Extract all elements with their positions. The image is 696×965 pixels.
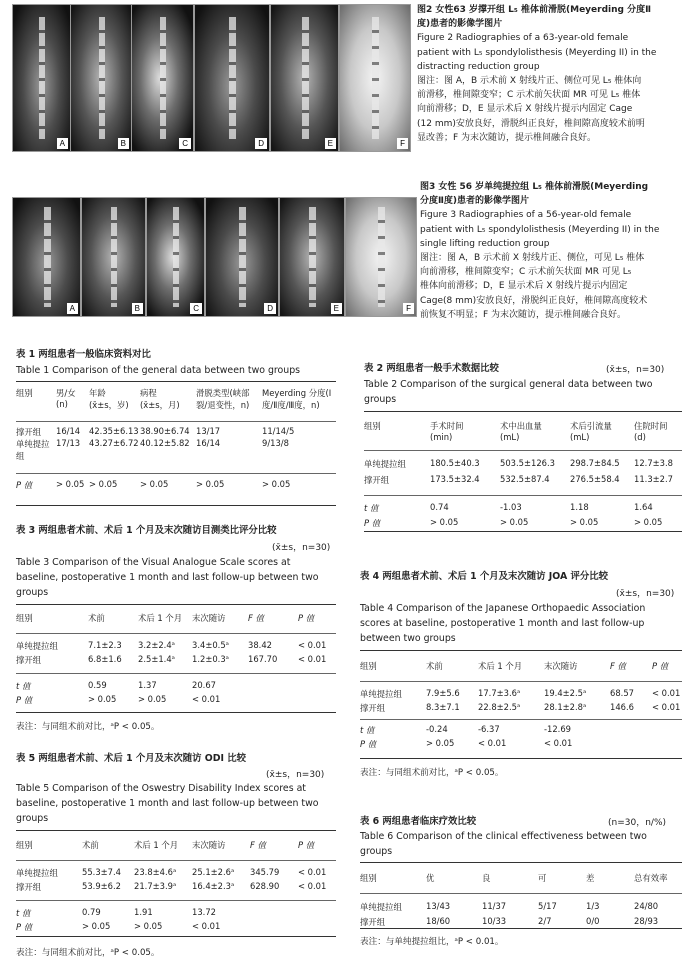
cell: 单纯提拉组 (16, 867, 58, 878)
table-row (16, 652, 336, 666)
header-cell: F 值 (250, 840, 266, 850)
header-cell: 组别 (16, 388, 33, 398)
table-bottom-rule (16, 505, 336, 506)
panel-label: A (57, 138, 68, 149)
panel-label: E (331, 303, 342, 314)
table-title-en: groups (360, 846, 393, 857)
fig2-panel-c (131, 4, 194, 152)
table-header-row (16, 612, 336, 624)
cell: > 0.05 (500, 517, 529, 527)
caption-title-zh: 分度Ⅱ度)患者的影像学图片 (420, 196, 530, 207)
cell: t 值 (16, 681, 31, 691)
cell: > 0.05 (56, 479, 85, 489)
table-top-rule (16, 830, 336, 831)
cell (248, 692, 298, 706)
cell: -1.03 (500, 502, 522, 512)
cell: 0/0 (586, 915, 600, 926)
cell: > 0.05 (570, 517, 599, 527)
cell: -6.37 (478, 724, 500, 734)
table-row (360, 681, 682, 700)
cell: 22.8±2.5ᵃ (478, 701, 521, 712)
table-title-en: Table 5 Comparison of the Oswestry Disability Index scores at (16, 783, 306, 794)
fig2-panel-a (12, 4, 71, 152)
cell: 撑开组 (360, 702, 386, 713)
cell (250, 901, 298, 920)
cell: 16/14 (196, 437, 221, 448)
t-value-row (16, 674, 336, 693)
caption-note: (12 mm)安放良好，滑脱纠正良好，椎间隙高度较术前明 (417, 118, 645, 129)
cell: 2/7 (538, 915, 552, 926)
caption-title-en: Figure 2 Radiographies of a 63-year-old female (417, 33, 629, 44)
cell: > 0.05 (634, 517, 663, 527)
header-cell: 总有效率 (634, 873, 668, 883)
table-header-row (360, 872, 682, 884)
table-unit: (x̄±s，n=30) (266, 770, 325, 780)
table-title-en: Table 4 Comparison of the Japanese Orthopaedic Association (360, 603, 646, 614)
cell: 13.72 (192, 907, 216, 917)
header-cell: Meyerding 分度(Ⅰ 度/Ⅱ度/Ⅲ度，n) (262, 388, 332, 410)
cell: 11/14/5 (262, 425, 295, 436)
fig3-panel-a (12, 197, 81, 317)
header-cell: 术中出血量 (mL) (500, 421, 542, 442)
table-bottom-rule (364, 531, 682, 532)
cell: > 0.05 (138, 694, 167, 704)
cell: 38.42 (248, 639, 272, 650)
header-cell: 差 (586, 873, 595, 883)
cell: 345.79 (250, 866, 280, 877)
table-header-row (364, 420, 682, 442)
fig3-panel-f (345, 197, 417, 317)
cell (610, 720, 652, 737)
cell: < 0.01 (298, 866, 327, 877)
cell: 55.3±7.4 (82, 866, 121, 877)
cell: 5/17 (538, 900, 557, 911)
table-unit: (x̄±s，n=30) (616, 589, 675, 599)
cell: 1.37 (138, 680, 157, 690)
cell: 单纯提拉组 (364, 458, 406, 469)
table-bottom-rule (16, 712, 336, 713)
fig2-panel-f (339, 4, 411, 152)
cell: 21.7±3.9ᵃ (134, 880, 177, 891)
header-cell: 术后 1 个月 (134, 840, 179, 850)
header-cell: 年龄 (x̄±s，岁) (89, 388, 129, 410)
cell: 单纯提拉组 (360, 901, 402, 912)
cell: 25.1±2.6ᵃ (192, 866, 235, 877)
caption-title-zh: 图3 女性 56 岁单纯提拉组 L₅ 椎体前滑脱(Meyerding (420, 182, 649, 192)
cell: < 0.01 (652, 701, 681, 712)
p-value-row (16, 919, 336, 933)
table-top-rule (360, 862, 682, 863)
panel-label: D (264, 303, 276, 314)
table-header-row (16, 839, 336, 851)
caption-note: 图注：图 A，B 示术前 X 射线片正、侧位可见 L₅ 椎体向 (417, 76, 642, 87)
header-cell: 男/女 (n) (56, 388, 76, 409)
header-cell: 术前 (88, 613, 105, 623)
cell: > 0.05 (196, 479, 225, 489)
cell: 撑开组 (360, 916, 386, 927)
cell: 38.90±6.74 (140, 425, 190, 436)
panel-label: E (325, 138, 336, 149)
cell (652, 736, 682, 750)
t-value-row (16, 901, 336, 920)
p-value-row (364, 514, 682, 529)
table-header-row (16, 387, 336, 411)
cell: < 0.01 (652, 687, 681, 698)
cell: P 值 (364, 518, 381, 528)
p-value-row (16, 692, 336, 706)
cell: 1.64 (634, 502, 653, 512)
header-cell: 术后引流量 (mL) (570, 421, 612, 442)
cell: 298.7±84.5 (570, 457, 620, 468)
caption-note: 椎体向前滑移；D，E 显示术后 X 射线片提示内固定 (420, 281, 628, 292)
header-cell: 病程 (x̄±s，月) (140, 388, 180, 410)
cell: 20.67 (192, 680, 216, 690)
cell: 167.70 (248, 653, 278, 664)
cell (250, 919, 298, 933)
cell: 撑开组 (16, 881, 42, 892)
cell: 11.3±2.7 (634, 473, 673, 484)
p-value-row (360, 736, 682, 750)
cell: 3.4±0.5ᵃ (192, 639, 229, 650)
table-top-rule (16, 381, 336, 382)
cell: < 0.01 (192, 921, 221, 931)
cell: < 0.01 (192, 694, 221, 704)
cell: 6.8±1.6 (88, 653, 122, 664)
table-title-en: baseline, postoperative 1 month and last follow-up between two (16, 798, 319, 809)
cell: -0.24 (426, 724, 448, 734)
header-cell: 术前 (426, 661, 443, 671)
cell: > 0.05 (82, 921, 111, 931)
caption-note: 前恢复不明显；F 为末次随访，提示椎间融合良好。 (420, 309, 627, 320)
table-note: 表注：与单纯提拉组比，ᵃP < 0.01。 (360, 937, 504, 947)
cell: P 值 (16, 922, 33, 932)
cell: 0.79 (82, 907, 101, 917)
panel-label: C (179, 138, 191, 149)
cell: 42.35±6.13 (89, 425, 139, 436)
table-bottom-rule (16, 936, 336, 937)
table-row (360, 913, 682, 928)
cell: 40.12±5.82 (140, 437, 190, 448)
caption-note: 图注：图 A，B 示术前 X 射线片正、侧位，可见 L₅ 椎体 (420, 253, 645, 264)
header-cell: 术前 (82, 840, 99, 850)
table-4-grid (360, 660, 682, 750)
cell: 3.2±2.4ᵃ (138, 639, 175, 650)
header-cell: P 值 (298, 840, 315, 850)
table-row (16, 633, 336, 652)
cell (298, 674, 336, 693)
cell: 8.3±7.1 (426, 701, 460, 712)
table-title-en: Table 3 Comparison of the Visual Analogue Scale scores at (16, 557, 291, 568)
table-title-zh: 表 5 两组患者术前、术后 1 个月及末次随访 ODI 比较 (16, 753, 246, 764)
cell: 11/37 (482, 900, 507, 911)
header-cell: 末次随访 (192, 613, 226, 623)
cell: 43.27±6.72 (89, 437, 139, 448)
header-cell: 组别 (16, 613, 33, 623)
cell: > 0.05 (426, 738, 455, 748)
panel-label: F (397, 138, 408, 149)
panel-label: D (255, 138, 267, 149)
table-header-row (360, 660, 682, 672)
header-cell: P 值 (652, 661, 669, 671)
t-value-row (360, 720, 682, 737)
cell: 146.6 (610, 701, 634, 712)
cell: 180.5±40.3 (430, 457, 480, 468)
caption-note: 向前滑移；D，E 显示术后 X 射线片提示内固定 Cage (417, 104, 633, 115)
table-row (16, 438, 336, 468)
table-row (16, 860, 336, 879)
header-cell: 术后 1 个月 (478, 661, 523, 671)
table-6-grid (360, 872, 682, 928)
cell: 23.8±4.6ᵃ (134, 866, 177, 877)
caption-note: 前滑移，椎间隙变窄；C 示术前矢状面 MR 可见 L₅ 椎体 (417, 90, 641, 101)
fig2-panel-b (70, 4, 132, 152)
cell: 9/13/8 (262, 437, 289, 448)
table-2-grid (364, 420, 682, 529)
cell: P 值 (360, 739, 377, 749)
table-title-zh: 表 3 两组患者术前、术后 1 个月及末次随访目测类比评分比较 (16, 525, 277, 536)
header-cell: 手术时间 (min) (430, 421, 464, 442)
header-cell: F 值 (248, 613, 264, 623)
cell: 16/14 (56, 425, 81, 436)
cell: < 0.01 (478, 738, 507, 748)
table-top-rule (16, 604, 336, 605)
cell: 13/17 (196, 425, 221, 436)
cell: > 0.05 (134, 921, 163, 931)
header-cell: 组别 (360, 661, 377, 671)
caption-note: 显改善；F 为末次随访，提示椎间融合良好。 (417, 132, 597, 143)
table-title-zh: 表 6 两组患者临床疗效比较 (360, 816, 477, 827)
table-unit: (x̄±s，n=30) (272, 543, 331, 553)
cell: 单纯提拉组 (16, 438, 50, 461)
cell: 单纯提拉组 (360, 688, 402, 699)
cell: > 0.05 (89, 479, 118, 489)
cell: 1.2±0.3ᵃ (192, 653, 229, 664)
table-row (360, 700, 682, 714)
table-row (364, 450, 682, 470)
table-top-rule (364, 411, 682, 412)
header-cell: 术后 1 个月 (138, 613, 183, 623)
fig3-caption (420, 180, 692, 322)
fig2-panel-e (270, 4, 339, 152)
table-title-en: Table 1 Comparison of the general data between two groups (16, 365, 301, 376)
cell: 532.5±87.4 (500, 473, 550, 484)
caption-title-en: patient with L₅ spondylolisthesis (Meyerding II) in the (417, 47, 657, 58)
header-cell: 组别 (16, 840, 33, 850)
cell: 628.90 (250, 880, 280, 891)
cell (298, 919, 336, 933)
table-title-en: scores at baseline, postoperative 1 month and last follow-up (360, 618, 645, 629)
cell: 24/80 (634, 900, 659, 911)
table-1-grid (16, 387, 336, 494)
panel-label: B (132, 303, 143, 314)
table-top-rule (360, 650, 682, 651)
caption-note: Cage(8 mm)安放良好，滑脱纠正良好，椎间隙高度较术 (420, 295, 648, 306)
table-title-en: Table 6 Comparison of the clinical effectiveness between two (360, 831, 647, 842)
table-bottom-rule (360, 928, 682, 929)
header-cell: 组别 (364, 421, 381, 431)
table-5-grid (16, 839, 336, 933)
header-cell: 组别 (360, 873, 377, 883)
caption-title-en: distracting reduction group (417, 61, 540, 72)
caption-title-zh: 图2 女性63 岁撑开组 L₅ 椎体前滑脱(Meyerding 分度Ⅱ (417, 5, 652, 15)
table-unit: (x̄±s，n=30) (606, 365, 665, 375)
header-cell: 末次随访 (192, 840, 226, 850)
cell: < 0.01 (544, 738, 573, 748)
cell: 13/43 (426, 900, 451, 911)
caption-title-en: single lifting reduction group (420, 238, 550, 249)
t-value-row (364, 496, 682, 515)
cell: 0.74 (430, 502, 449, 512)
cell: 276.5±58.4 (570, 473, 620, 484)
fig3-panel-b (81, 197, 146, 317)
caption-title-en: Figure 3 Radiographies of a 56-year-old female (420, 210, 632, 221)
cell: 1.91 (134, 907, 153, 917)
cell: > 0.05 (430, 517, 459, 527)
cell: 10/33 (482, 915, 507, 926)
fig3-panel-c (146, 197, 205, 317)
cell: 173.5±32.4 (430, 473, 480, 484)
cell: > 0.05 (88, 694, 117, 704)
cell: 0.59 (88, 680, 107, 690)
cell: 19.4±2.5ᵃ (544, 687, 587, 698)
cell: -12.69 (544, 724, 571, 734)
table-row (16, 879, 336, 893)
cell (248, 674, 298, 693)
cell: 撑开组 (16, 654, 42, 665)
p-value-row (16, 474, 336, 494)
cell: P 值 (16, 695, 33, 705)
table-title-en: groups (16, 587, 49, 598)
table-title-en: groups (364, 394, 397, 405)
table-title-en: groups (16, 813, 49, 824)
table-title-en: between two groups (360, 633, 456, 644)
cell: < 0.01 (298, 639, 327, 650)
table-title-zh: 表 2 两组患者一般手术数据比较 (364, 363, 499, 374)
cell: 12.7±3.8 (634, 457, 673, 468)
cell: 17.7±3.6ᵃ (478, 687, 521, 698)
header-cell: 优 (426, 873, 435, 883)
table-row (364, 470, 682, 486)
cell: > 0.05 (140, 479, 169, 489)
cell: 单纯提拉组 (16, 640, 58, 651)
table-title-zh: 表 4 两组患者术前、术后 1 个月及末次随访 JOA 评分比较 (360, 571, 608, 582)
header-cell: 住院时间 (d) (634, 421, 668, 442)
fig2-panel-d (194, 4, 270, 152)
header-cell: 可 (538, 873, 547, 883)
fig3-panel-d (205, 197, 279, 317)
cell: 28.1±2.8ᵃ (544, 701, 587, 712)
fig3-panel-e (279, 197, 345, 317)
cell: t 值 (364, 503, 379, 513)
caption-title-zh: 度)患者的影像学图片 (417, 19, 503, 30)
cell: < 0.01 (298, 880, 327, 891)
table-title-en: baseline, postoperative 1 month and last follow-up between two (16, 572, 319, 583)
cell: 撑开组 (364, 474, 390, 485)
cell: t 值 (16, 908, 31, 918)
panel-label: B (118, 138, 129, 149)
cell: t 值 (360, 725, 375, 735)
table-3-grid (16, 612, 336, 706)
fig2-caption (417, 3, 692, 145)
cell (652, 720, 682, 737)
cell: 7.9±5.6 (426, 687, 460, 698)
table-title-en: Table 2 Comparison of the surgical general data between two (364, 379, 653, 390)
cell (298, 692, 336, 706)
cell: 17/13 (56, 437, 81, 448)
table-note: 表注：与同组术前对比，ᵃP < 0.05。 (16, 948, 160, 958)
cell: 7.1±2.3 (88, 639, 122, 650)
table-note: 表注：与同组术前对比，ᵃP < 0.05。 (360, 768, 504, 778)
cell: 1.18 (570, 502, 589, 512)
panel-label: C (190, 303, 202, 314)
cell: 18/60 (426, 915, 451, 926)
table-title-zh: 表 1 两组患者一般临床资料对比 (16, 349, 151, 360)
panel-label: A (67, 303, 78, 314)
table-bottom-rule (360, 758, 682, 759)
cell: > 0.05 (262, 479, 291, 489)
header-cell: 良 (482, 873, 491, 883)
cell: 68.57 (610, 687, 634, 698)
caption-title-en: patient with L₅ spondylolisthesis (Meyerding II) in the (420, 224, 660, 235)
cell: 1/3 (586, 900, 600, 911)
table-row (360, 893, 682, 913)
cell (298, 901, 336, 920)
cell: P 值 (16, 480, 33, 490)
table-note: 表注：与同组术前对比，ᵃP < 0.05。 (16, 722, 160, 732)
header-cell: 末次随访 (544, 661, 578, 671)
cell: 撑开组 (16, 426, 42, 437)
table-unit: (n=30，n/%) (608, 818, 667, 828)
caption-note: 向前滑移，椎间隙变窄；C 示术前矢状面 MR 可见 L₅ (420, 267, 632, 278)
cell: 53.9±6.2 (82, 880, 121, 891)
table-row (16, 421, 336, 438)
header-cell: F 值 (610, 661, 626, 671)
cell: 16.4±2.3ᵃ (192, 880, 235, 891)
header-cell: 滑脱类型(峡部 裂/退变性，n) (196, 388, 250, 410)
panel-label: F (403, 303, 414, 314)
cell (610, 736, 652, 750)
cell: 28/93 (634, 915, 659, 926)
cell: < 0.01 (298, 653, 327, 664)
cell: 503.5±126.3 (500, 457, 555, 468)
header-cell: P 值 (298, 613, 315, 623)
cell: 2.5±1.4ᵃ (138, 653, 175, 664)
